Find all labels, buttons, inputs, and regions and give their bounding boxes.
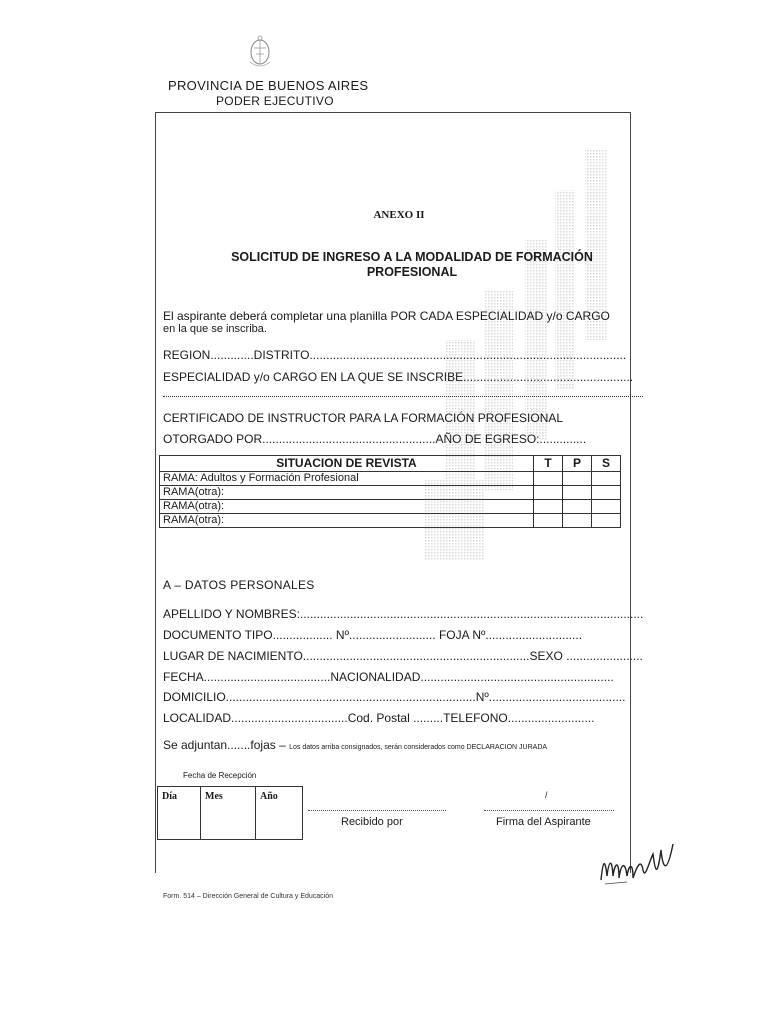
received-by-label: Recibido por	[341, 816, 403, 828]
cell-t[interactable]	[534, 500, 563, 514]
rama-label: RAMA(otra):	[160, 514, 534, 528]
cell-s[interactable]	[592, 500, 621, 514]
applicant-signature-label: Firma del Aspirante	[496, 816, 591, 828]
intro-text-cont: en la que se inscriba.	[163, 323, 267, 335]
personal-section-title: A – DATOS PERSONALES	[163, 578, 315, 592]
year-cell[interactable]: Año	[256, 787, 303, 840]
adjuntan-line	[163, 738, 643, 752]
table-row	[160, 472, 621, 486]
annex-label: ANEXO II	[373, 209, 425, 221]
cell-p[interactable]	[563, 486, 592, 500]
cell-s[interactable]	[592, 486, 621, 500]
certificado-label: CERTIFICADO DE INSTRUCTOR PARA LA FORMACIÓN PROFESIONAL	[163, 411, 564, 425]
cell-p[interactable]	[563, 500, 592, 514]
rama-label: RAMA(otra):	[160, 486, 534, 500]
documento-field[interactable]: DOCUMENTO TIPO.................. Nº.......................... FOJA Nº.............................	[163, 628, 583, 642]
form-title: SOLICITUD DE INGRESO A LA MODALIDAD DE FORMACIÓN	[231, 250, 593, 264]
domicilio-field[interactable]: DOMICILIO...........................................................................Nº.........................................	[163, 690, 626, 704]
branch-heading: PODER EJECUTIVO	[216, 94, 334, 108]
table-header-row	[160, 456, 621, 472]
col-t: T	[534, 456, 563, 472]
table-header: SITUACION DE REVISTA	[160, 456, 534, 472]
declaracion-note: Los datos arriba consignados, serán considerados como DECLARACION JURADA	[289, 744, 548, 751]
table-row	[160, 486, 621, 500]
apellido-nombres-field[interactable]: APELLIDO Y NOMBRES:.......................................................................................................	[163, 607, 643, 621]
received-by-line[interactable]	[308, 810, 446, 811]
cell-t[interactable]	[534, 472, 563, 486]
day-cell[interactable]: Día	[158, 787, 201, 840]
region-distrito-field[interactable]: REGION.............DISTRITO...............................................................................................	[163, 348, 627, 362]
cell-s[interactable]	[592, 514, 621, 528]
fecha-nacionalidad-field[interactable]: FECHA......................................NACIONALIDAD..........................................................	[163, 670, 614, 684]
reception-date-label: Fecha de Recepción	[183, 771, 257, 780]
col-s: S	[592, 456, 621, 472]
col-p: P	[563, 456, 592, 472]
cell-t[interactable]	[534, 514, 563, 528]
table-row	[160, 514, 621, 528]
cell-t[interactable]	[534, 486, 563, 500]
especialidad-field[interactable]: ESPECIALIDAD y/o CARGO EN LA QUE SE INSCRIBE...................................................	[163, 370, 634, 384]
applicant-signature-line[interactable]	[484, 810, 614, 811]
nacimiento-sexo-field[interactable]: LUGAR DE NACIMIENTO....................................................................SEXO .......................	[163, 649, 643, 663]
localidad-telefono-field[interactable]: LOCALIDAD...................................Cod. Postal .........TELEFONO..........................	[163, 711, 595, 725]
rama-label: RAMA(otra):	[160, 500, 534, 514]
rama-label: RAMA: Adultos y Formación Profesional	[160, 472, 534, 486]
cell-s[interactable]	[592, 472, 621, 486]
otorgado-egreso-field[interactable]: OTORGADO POR....................................................AÑO DE EGRESO:..............	[163, 432, 587, 446]
coat-of-arms-seal	[244, 30, 276, 74]
intro-text: El aspirante deberá completar una planilla POR CADA ESPECIALIDAD y/o CARGO	[163, 309, 610, 323]
handwritten-signature	[597, 840, 677, 890]
table-row	[160, 500, 621, 514]
cell-p[interactable]	[563, 514, 592, 528]
province-heading: PROVINCIA DE BUENOS AIRES	[168, 78, 369, 93]
form-footer: Form. 514 – Dirección General de Cultura y Educación	[163, 893, 334, 900]
reception-date-table	[157, 786, 303, 840]
tick-mark: /	[545, 790, 548, 800]
cell-p[interactable]	[563, 472, 592, 486]
form-title-cont: PROFESIONAL	[366, 265, 458, 279]
adjuntan-field[interactable]: Se adjuntan.......fojas –	[163, 738, 286, 752]
situacion-revista-table	[159, 455, 621, 528]
month-cell[interactable]: Mes	[201, 787, 256, 840]
especialidad-extra-line[interactable]	[163, 396, 643, 397]
